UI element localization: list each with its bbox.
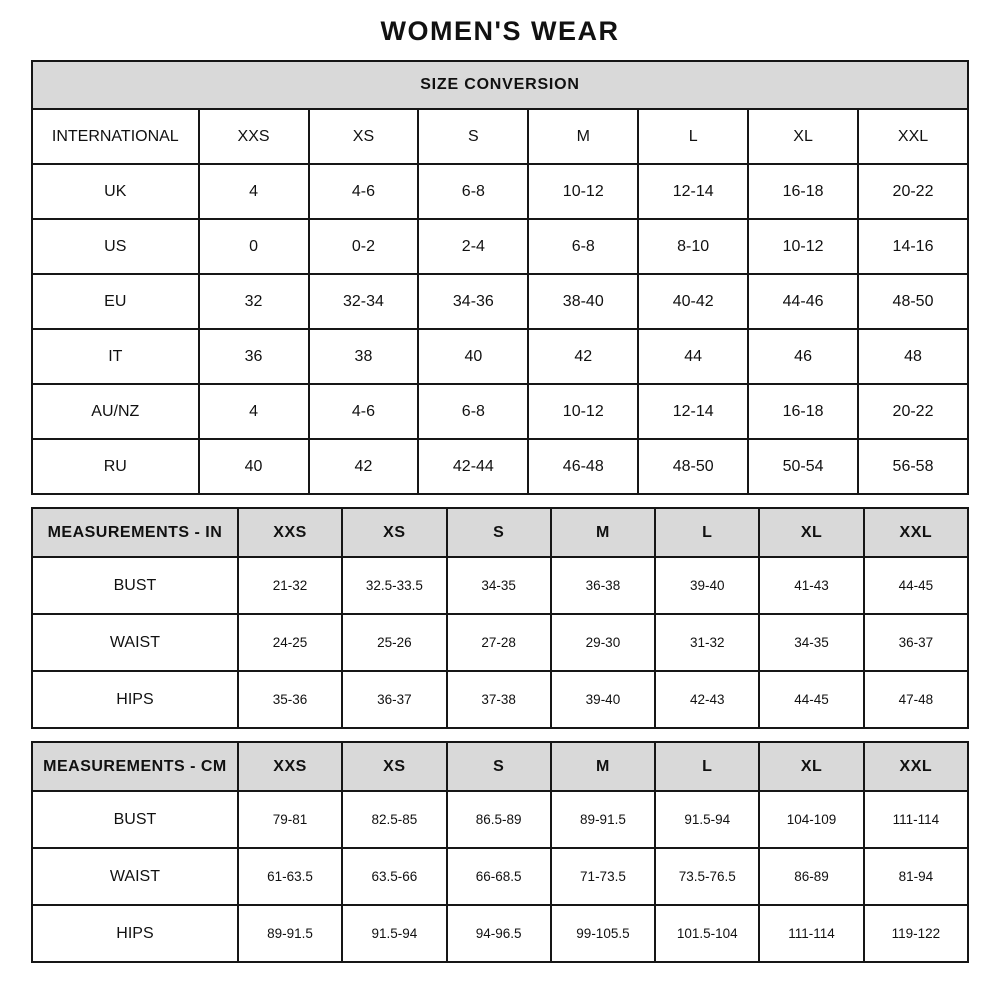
size-conversion-cell: 10-12 (528, 164, 638, 219)
measurements-cm-cell: 111-114 (759, 905, 863, 962)
measurements-in-size-header: XS (342, 508, 446, 557)
measurements-in-size-header: M (551, 508, 655, 557)
size-conversion-banner: SIZE CONVERSION (32, 61, 968, 109)
measurements-in-row-label: WAIST (32, 614, 238, 671)
measurements-cm-table (31, 741, 969, 963)
size-conversion-cell: 42-44 (418, 439, 528, 494)
measurements-in-body (32, 557, 968, 728)
size-conversion-cell: 32-34 (309, 274, 419, 329)
measurements-in-size-header: XXL (864, 508, 968, 557)
size-conversion-cell: 6-8 (418, 164, 528, 219)
measurements-in-cell: 36-37 (342, 671, 446, 728)
size-conversion-cell: 38 (309, 329, 419, 384)
measurements-in-cell: 36-37 (864, 614, 968, 671)
size-conversion-row (32, 439, 968, 494)
measurements-cm-cell: 82.5-85 (342, 791, 446, 848)
measurements-cm-size-header: XXL (864, 742, 968, 791)
measurements-in-cell: 31-32 (655, 614, 759, 671)
size-conversion-cell: 46 (748, 329, 858, 384)
measurements-cm-cell: 89-91.5 (551, 791, 655, 848)
measurements-in-cell: 25-26 (342, 614, 446, 671)
size-conversion-row-label: EU (32, 274, 199, 329)
measurements-in-cell: 29-30 (551, 614, 655, 671)
size-conversion-size-header: XL (748, 109, 858, 164)
measurements-in-row (32, 557, 968, 614)
size-conversion-cell: 48-50 (638, 439, 748, 494)
size-conversion-cell: 0 (199, 219, 309, 274)
size-conversion-cell: 12-14 (638, 164, 748, 219)
measurements-cm-cell: 79-81 (238, 791, 342, 848)
size-conversion-cell: 42 (309, 439, 419, 494)
measurements-cm-cell: 81-94 (864, 848, 968, 905)
size-conversion-row (32, 164, 968, 219)
measurements-in-cell: 42-43 (655, 671, 759, 728)
size-conversion-cell: 4 (199, 384, 309, 439)
size-conversion-cell: 14-16 (858, 219, 968, 274)
measurements-cm-cell: 71-73.5 (551, 848, 655, 905)
measurements-cm-row (32, 905, 968, 962)
size-conversion-size-header: XXS (199, 109, 309, 164)
size-conversion-table (31, 60, 969, 495)
size-conversion-cell: 44-46 (748, 274, 858, 329)
size-conversion-size-header: L (638, 109, 748, 164)
size-conversion-size-header: M (528, 109, 638, 164)
measurements-cm-cell: 86.5-89 (447, 791, 551, 848)
measurements-in-cell: 39-40 (551, 671, 655, 728)
measurements-in-cell: 35-36 (238, 671, 342, 728)
measurements-cm-cell: 91.5-94 (655, 791, 759, 848)
size-conversion-cell: 2-4 (418, 219, 528, 274)
measurements-cm-row (32, 791, 968, 848)
measurements-cm-cell: 66-68.5 (447, 848, 551, 905)
measurements-in-row-label: BUST (32, 557, 238, 614)
measurements-cm-cell: 61-63.5 (238, 848, 342, 905)
measurements-in-size-header: XXS (238, 508, 342, 557)
measurements-in-label-header: MEASUREMENTS - IN (32, 508, 238, 557)
size-conversion-cell: 16-18 (748, 384, 858, 439)
measurements-cm-cell: 111-114 (864, 791, 968, 848)
size-conversion-label-header: INTERNATIONAL (32, 109, 199, 164)
size-conversion-cell: 40 (199, 439, 309, 494)
measurements-in-size-header: S (447, 508, 551, 557)
size-conversion-cell: 50-54 (748, 439, 858, 494)
size-conversion-cell: 10-12 (528, 384, 638, 439)
measurements-cm-body (32, 791, 968, 962)
size-conversion-cell: 48 (858, 329, 968, 384)
measurements-cm-label-header: MEASUREMENTS - CM (32, 742, 238, 791)
size-conversion-row-label: AU/NZ (32, 384, 199, 439)
size-conversion-cell: 36 (199, 329, 309, 384)
measurements-cm-cell: 73.5-76.5 (655, 848, 759, 905)
measurements-cm-size-header: XS (342, 742, 446, 791)
measurements-cm-row-label: BUST (32, 791, 238, 848)
size-conversion-cell: 4 (199, 164, 309, 219)
size-conversion-cell: 4-6 (309, 164, 419, 219)
measurements-in-cell: 24-25 (238, 614, 342, 671)
measurements-cm-size-header: XXS (238, 742, 342, 791)
measurements-in-cell: 44-45 (759, 671, 863, 728)
measurements-cm-row-label: HIPS (32, 905, 238, 962)
measurements-cm-cell: 94-96.5 (447, 905, 551, 962)
size-conversion-row (32, 329, 968, 384)
measurements-in-cell: 39-40 (655, 557, 759, 614)
size-conversion-cell: 20-22 (858, 384, 968, 439)
size-conversion-row-label: US (32, 219, 199, 274)
measurements-in-row (32, 614, 968, 671)
size-conversion-cell: 16-18 (748, 164, 858, 219)
measurements-in-cell: 34-35 (447, 557, 551, 614)
measurements-in-row-label: HIPS (32, 671, 238, 728)
size-conversion-cell: 32 (199, 274, 309, 329)
measurements-in-cell: 37-38 (447, 671, 551, 728)
size-conversion-row (32, 384, 968, 439)
measurements-in-cell: 32.5-33.5 (342, 557, 446, 614)
measurements-in-cell: 47-48 (864, 671, 968, 728)
measurements-cm-cell: 119-122 (864, 905, 968, 962)
size-conversion-cell: 56-58 (858, 439, 968, 494)
table-gap (31, 495, 969, 507)
size-conversion-cell: 44 (638, 329, 748, 384)
size-conversion-cell: 0-2 (309, 219, 419, 274)
measurements-in-size-header: L (655, 508, 759, 557)
measurements-in-table (31, 507, 969, 729)
size-conversion-body (32, 164, 968, 494)
size-conversion-size-header: S (418, 109, 528, 164)
size-conversion-cell: 6-8 (418, 384, 528, 439)
size-conversion-size-header: XS (309, 109, 419, 164)
measurements-in-cell: 44-45 (864, 557, 968, 614)
size-conversion-cell: 40-42 (638, 274, 748, 329)
size-conversion-size-header: XXL (858, 109, 968, 164)
size-conversion-cell: 48-50 (858, 274, 968, 329)
size-conversion-row (32, 274, 968, 329)
size-conversion-cell: 8-10 (638, 219, 748, 274)
size-conversion-cell: 34-36 (418, 274, 528, 329)
size-conversion-row (32, 219, 968, 274)
measurements-cm-header-row (32, 742, 968, 791)
measurements-in-cell: 34-35 (759, 614, 863, 671)
measurements-cm-size-header: XL (759, 742, 863, 791)
measurements-in-header-row (32, 508, 968, 557)
size-header-row (32, 109, 968, 164)
measurements-cm-cell: 63.5-66 (342, 848, 446, 905)
page-title: WOMEN'S WEAR (380, 16, 620, 46)
measurements-cm-cell: 86-89 (759, 848, 863, 905)
measurements-in-row (32, 671, 968, 728)
measurements-cm-cell: 104-109 (759, 791, 863, 848)
measurements-cm-cell: 89-91.5 (238, 905, 342, 962)
measurements-cm-size-header: S (447, 742, 551, 791)
measurements-in-size-header: XL (759, 508, 863, 557)
measurements-in-cell: 36-38 (551, 557, 655, 614)
table-banner-row (32, 61, 968, 109)
size-conversion-cell: 40 (418, 329, 528, 384)
size-conversion-cell: 4-6 (309, 384, 419, 439)
measurements-in-cell: 41-43 (759, 557, 863, 614)
size-conversion-row-label: IT (32, 329, 199, 384)
measurements-cm-size-header: L (655, 742, 759, 791)
size-conversion-cell: 20-22 (858, 164, 968, 219)
size-conversion-cell: 6-8 (528, 219, 638, 274)
size-conversion-cell: 46-48 (528, 439, 638, 494)
measurements-cm-row (32, 848, 968, 905)
size-conversion-cell: 42 (528, 329, 638, 384)
measurements-cm-cell: 99-105.5 (551, 905, 655, 962)
measurements-cm-size-header: M (551, 742, 655, 791)
size-conversion-cell: 12-14 (638, 384, 748, 439)
size-conversion-cell: 10-12 (748, 219, 858, 274)
table-gap (31, 729, 969, 741)
measurements-cm-row-label: WAIST (32, 848, 238, 905)
measurements-cm-cell: 101.5-104 (655, 905, 759, 962)
size-conversion-cell: 38-40 (528, 274, 638, 329)
measurements-in-cell: 27-28 (447, 614, 551, 671)
size-conversion-row-label: RU (32, 439, 199, 494)
measurements-cm-cell: 91.5-94 (342, 905, 446, 962)
size-conversion-row-label: UK (32, 164, 199, 219)
measurements-in-cell: 21-32 (238, 557, 342, 614)
